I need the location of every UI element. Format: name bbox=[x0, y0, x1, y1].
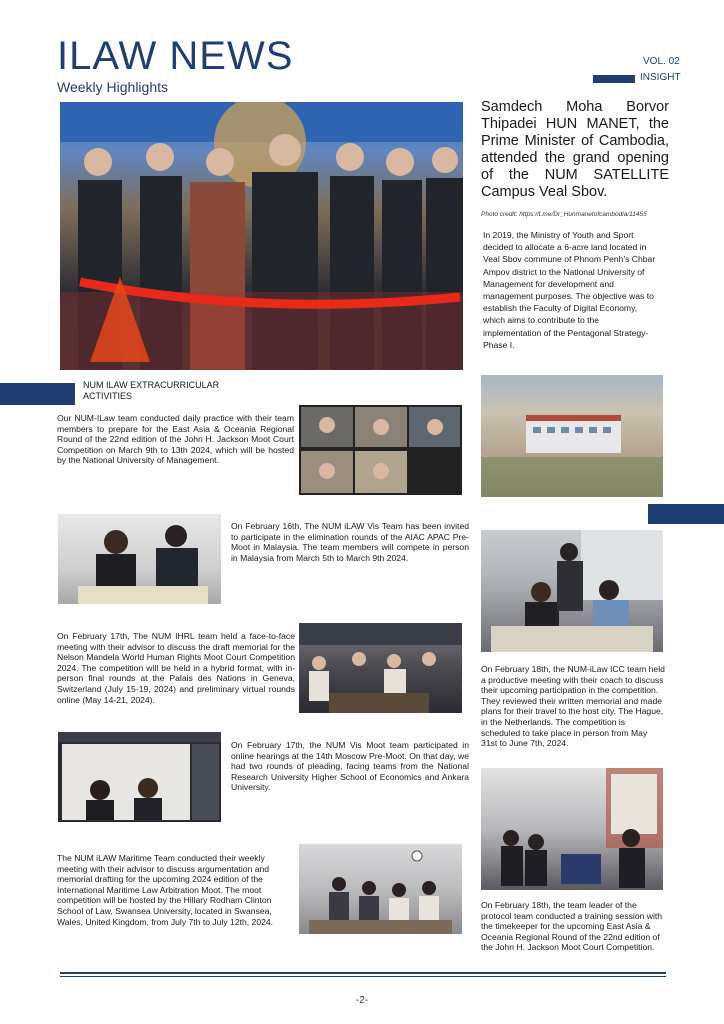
ribbon-cutting-photo bbox=[60, 102, 463, 370]
online-practice-photo bbox=[299, 405, 462, 495]
campus-aerial-photo bbox=[481, 375, 663, 497]
ribbon-cutting-illustration bbox=[60, 102, 463, 370]
video-call-grid-illustration bbox=[299, 405, 462, 495]
maritime-meeting-photo bbox=[299, 844, 462, 934]
lead-headline: Samdech Moha Borvor Thipadei HUN MANET, the Prime Minister of Cambodia, attended the grand opening of the NUM SATELLITE Campus Veal Sbov. bbox=[481, 99, 669, 200]
page-number: -2- bbox=[355, 995, 369, 1006]
protocol-training-photo bbox=[481, 768, 663, 890]
article-protocol: On February 18th, the team leader of the protocol team conducted a training session with the timekeeper for the upcoming East Asia & Oceania Regional Round of the 22nd edition of the John H. Jackson Moot Court Competition. bbox=[481, 900, 663, 953]
article-ihrl: On February 17th, The NUM IHRL team held a face-to-face meeting with their advisor to discuss the draft memorial for the Nelson Mandela World Human Rights Moot Court Competition 2024. The competition will be held in a hybrid format, with in-person final rounds at the Palais des Nations in Geneva, Switzerland (July 15-19, 2024) and preliminary virtual rounds online (May 14-21, 2024). bbox=[57, 631, 295, 705]
footer-divider-bottom bbox=[60, 976, 666, 977]
section-title: NUM ILAW EXTRACURRICULAR ACTIVITIES bbox=[83, 380, 220, 401]
vis-team-photo bbox=[58, 514, 221, 604]
article-moscow: On February 17th, the NUM Vis Moot team participated in online hearings at the 14th Moscow Pre-Moot. On that day, we had two rounds of pleading, facing teams from the National Research University Higher School of Economics and Ankara University. bbox=[231, 740, 469, 793]
newsletter-title: ILAW NEWS bbox=[57, 34, 294, 78]
article-maritime: The NUM iLAW Maritime Team conducted their weekly meeting with their advisor to discuss argumentation and memorial drafting for the upcoming 2024 edition of the International Maritime Law Arbitration Moot. The moot competition will be hosted by the Hillary Rodham Clinton School of Law, Swansea University, located in Swansea, Wales, United Kingdom, from July 7th to July 12th, 2024. bbox=[57, 853, 274, 927]
online-hearing-illustration bbox=[58, 732, 221, 822]
protocol-training-illustration bbox=[481, 768, 663, 890]
maritime-meeting-illustration bbox=[299, 844, 462, 934]
article-jackson: Our NUM-ILaw team conducted daily practice with their team members to prepare for the East Asia & Oceania Regional Round of the 22nd edition of the John H. Jackson Moot Court Competition on March 9th to 13th 2024, which will be hosted by the National University of Management. bbox=[57, 413, 294, 466]
article-vis: On February 16th, The NUM iLAW Vis Team has been invited to participate in the elimination rounds of the AIAC APAC Pre-Moot in Malaysia. The team members will compete in person in Malaysia from March 5th to March 9th 2024. bbox=[231, 521, 469, 563]
icc-meeting-illustration bbox=[481, 530, 663, 652]
section-accent-bar bbox=[0, 383, 75, 405]
photo-credit: Photo credit: https://t.me/Dr_Hunmanetofcambodia/11455 bbox=[481, 211, 647, 218]
right-accent-bar bbox=[648, 504, 724, 524]
vis-team-illustration bbox=[58, 514, 221, 604]
footer-divider-top bbox=[60, 972, 666, 974]
ihrl-meeting-illustration bbox=[299, 623, 462, 713]
insight-accent-bar bbox=[593, 75, 635, 83]
campus-building-illustration bbox=[481, 375, 663, 497]
volume-label: VOL. 02 bbox=[643, 56, 680, 67]
icc-meeting-photo bbox=[481, 530, 663, 652]
article-icc: On February 18th, the NUM-iLaw ICC team held a productive meeting with their coach to discuss their upcoming participation in the competition. They reviewed their written memorial and made plans for their travel to the host city, The Hague, in the Netherlands. The competition is scheduled to take place in person from May 31st to June 7th, 2024. bbox=[481, 664, 665, 749]
lead-body: In 2019, the Ministry of Youth and Sport decided to allocate a 6-acre land located in Veal Sbov commune of Phnom Penh's Chbar Ampov district to the National University of Management for development and management purposes. The objective was to establish the Faculty of Digital Economy, which aims to contribute to the implementation of the Pentagonal Strategy-Phase I. bbox=[483, 230, 656, 350]
moscow-online-hearing-photo bbox=[58, 732, 221, 822]
insight-label: INSIGHT bbox=[640, 72, 681, 83]
newsletter-subtitle: Weekly Highlights bbox=[57, 79, 169, 95]
ihrl-meeting-photo bbox=[299, 623, 462, 713]
